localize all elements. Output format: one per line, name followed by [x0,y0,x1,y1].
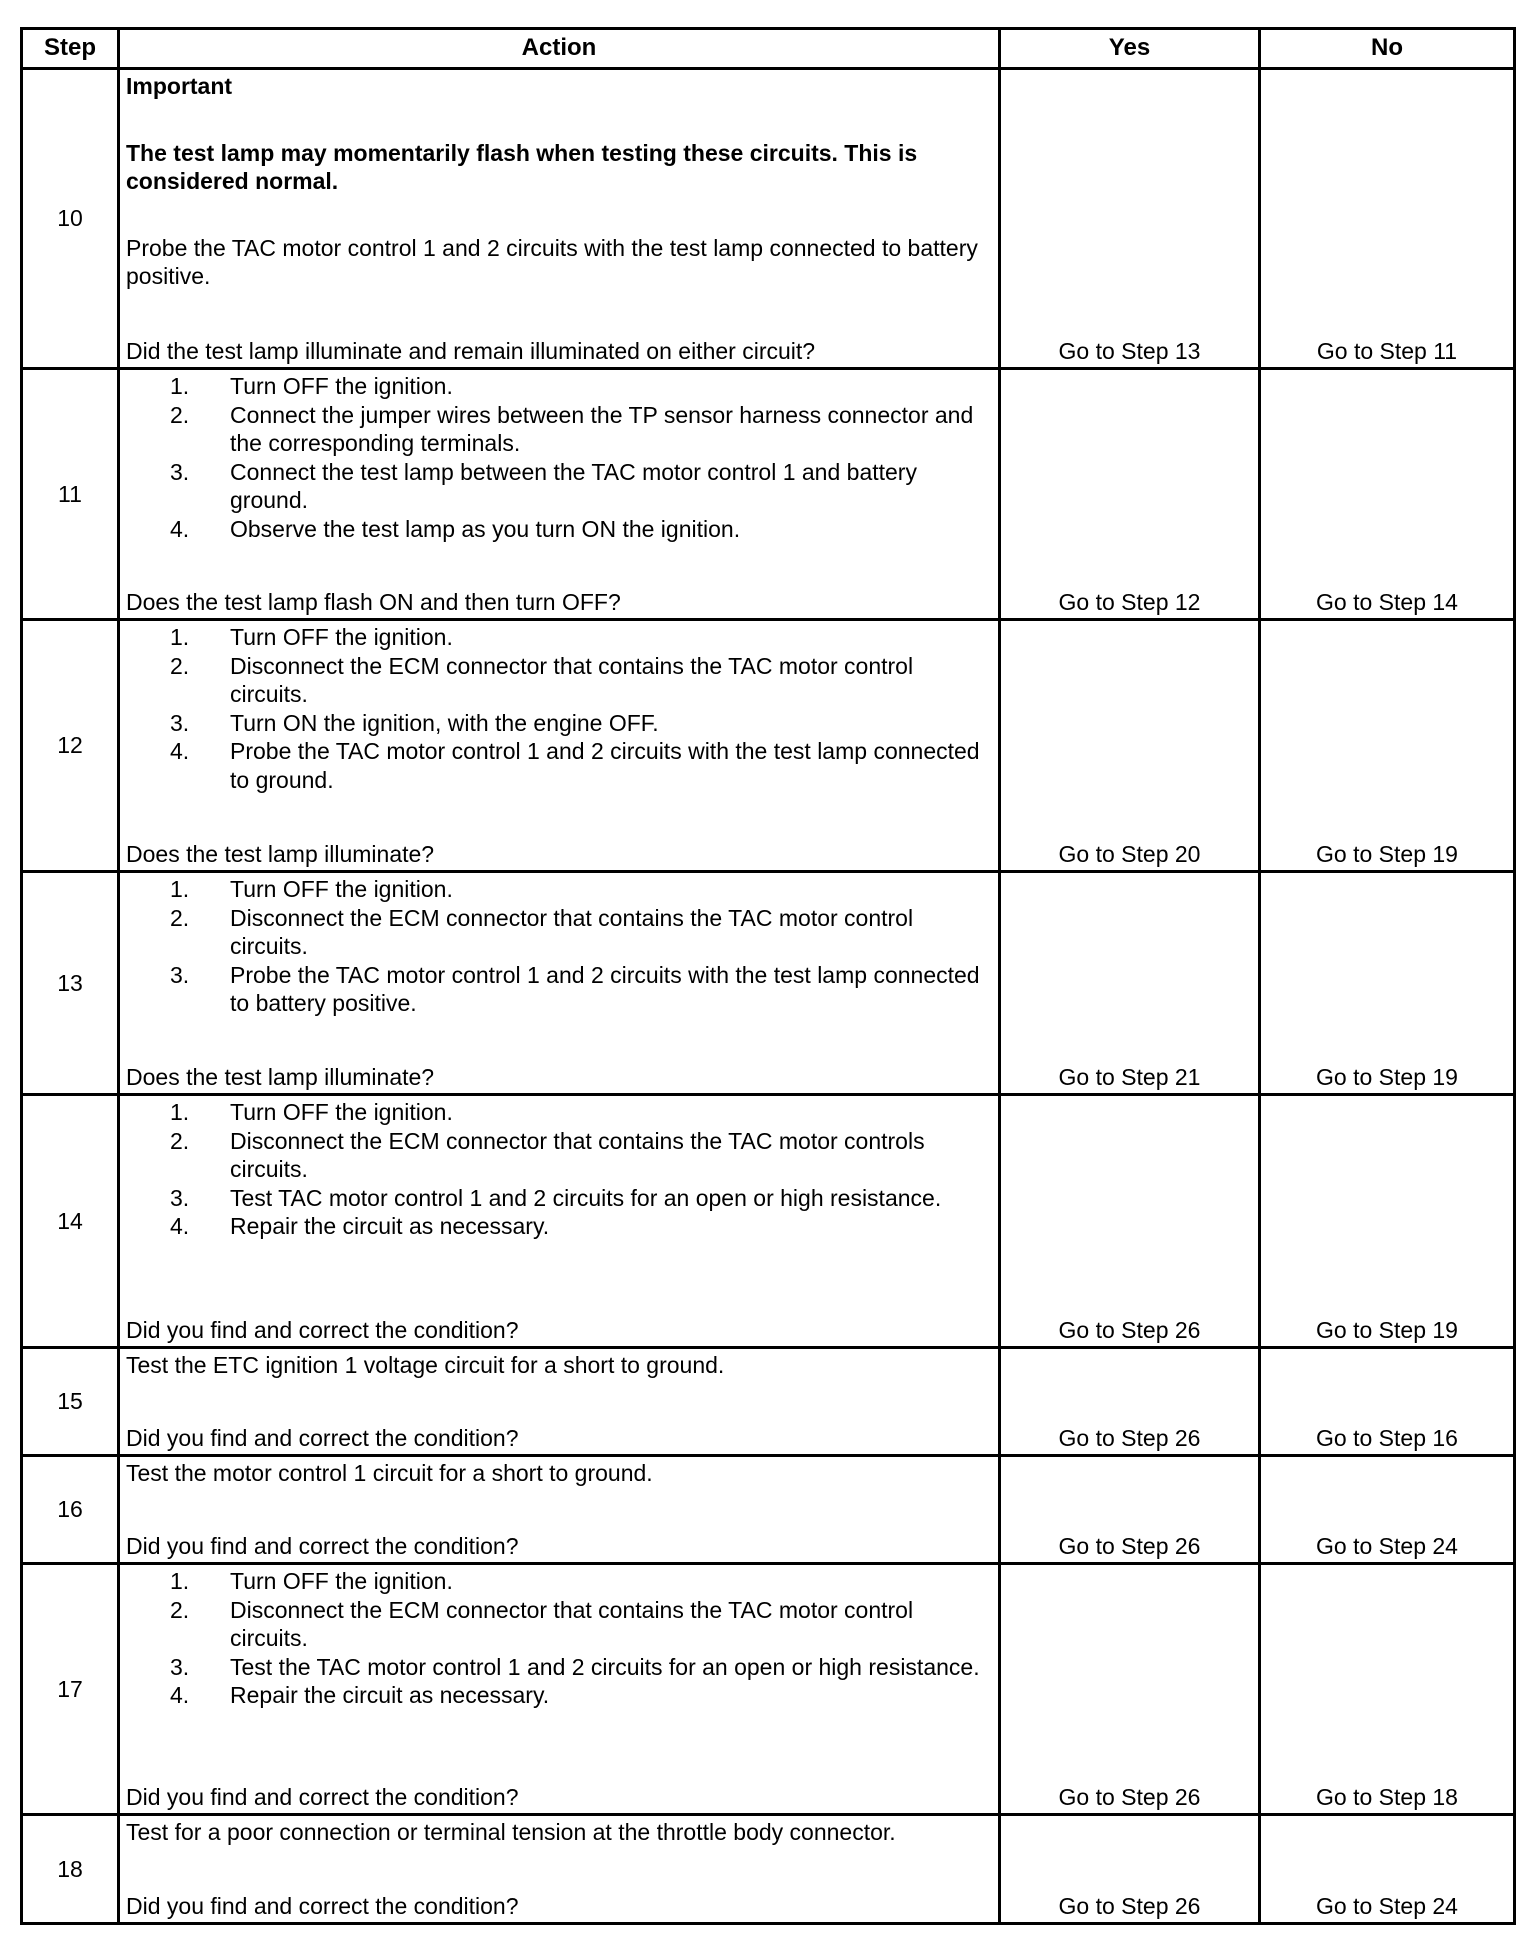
list-item-text: Turn OFF the ignition. [230,1099,453,1125]
action-instructions [126,1098,990,1241]
yes-result: Go to Step 21 [1001,873,1261,1096]
list-item-text: Repair the circuit as necessary. [230,1213,550,1239]
action-cell [120,1457,1001,1565]
action-cell [120,1096,1001,1349]
list-item-number: 3. [170,961,190,988]
action-question: Did you find and correct the condition? [126,1783,519,1810]
action-instructions [126,372,990,543]
no-result: Go to Step 11 [1261,70,1513,370]
list-item-text: Turn OFF the ignition. [230,1568,453,1594]
list-item-number: 4. [170,1682,190,1708]
list-item [126,1212,990,1241]
action-question: Did you find and correct the condition? [126,1892,519,1919]
action-text: Test for a poor connection or terminal tension at the throttle body connector. [126,1819,896,1845]
action-question: Does the test lamp flash ON and then turn OFF? [126,588,621,615]
list-item-number: 3. [170,709,190,736]
no-result: Go to Step 18 [1261,1565,1513,1816]
no-result: Go to Step 16 [1261,1349,1513,1457]
action-text: Test the ETC ignition 1 voltage circuit for a short to ground. [126,1352,725,1378]
list-item-text: Turn OFF the ignition. [230,373,453,399]
step-number: 17 [23,1565,120,1816]
list-item [126,372,990,401]
action-question: Did you find and correct the condition? [126,1532,519,1559]
list-item [126,1184,990,1213]
list-item [126,1127,990,1184]
important-note: The test lamp may momentarily flash when testing these circuits. This is considered normal. [126,139,918,194]
action-instructions [126,1567,990,1710]
yes-result: Go to Step 12 [1001,370,1261,621]
list-item-number: 1. [170,624,190,650]
list-item-text: Disconnect the ECM connector that contains the TAC motor controls circuits. [230,1127,925,1182]
list-item-number: 4. [170,515,190,542]
action-instructions [126,875,990,1018]
list-item [126,961,990,1018]
list-item [126,1596,990,1653]
action-instructions [126,623,990,794]
action-text: Probe the TAC motor control 1 and 2 circuits with the test lamp connected to battery positive. [126,234,978,289]
step-number: 12 [23,621,120,873]
step-number: 11 [23,370,120,621]
list-item-number: 3. [170,1653,190,1680]
list-item [126,515,990,544]
yes-result: Go to Step 20 [1001,621,1261,873]
action-cell [120,370,1001,621]
list-item-number: 4. [170,1213,190,1239]
action-instructions [126,72,990,291]
header-step: Step [23,30,120,70]
action-steps-list [126,623,990,794]
important-label: Important [126,73,233,99]
list-item-text: Disconnect the ECM connector that contains the TAC motor control circuits. [230,1596,914,1651]
action-cell [120,873,1001,1096]
diagnostic-table [20,27,1516,1925]
action-steps-list [126,1567,990,1710]
action-instructions [126,1351,990,1380]
action-instructions [126,1459,990,1488]
list-item-number: 3. [170,458,190,485]
list-item-text: Repair the circuit as necessary. [230,1682,550,1708]
yes-result: Go to Step 26 [1001,1816,1261,1922]
step-number: 10 [23,70,120,370]
yes-result: Go to Step 13 [1001,70,1261,370]
action-question: Did the test lamp illuminate and remain illuminated on either circuit? [126,337,816,364]
step-number: 14 [23,1096,120,1349]
action-steps-list [126,875,990,1018]
no-result: Go to Step 19 [1261,873,1513,1096]
list-item-number: 4. [170,738,190,764]
list-item-number: 3. [170,1184,190,1211]
no-result: Go to Step 19 [1261,621,1513,873]
list-item-text: Connect the test lamp between the TAC motor control 1 and battery ground. [230,458,917,513]
action-cell [120,1565,1001,1816]
list-item [126,875,990,904]
action-question: Did you find and correct the condition? [126,1424,519,1451]
list-item-number: 2. [170,1127,190,1154]
action-cell [120,1349,1001,1457]
list-item [126,1567,990,1596]
list-item-number: 2. [170,1596,190,1623]
header-no: No [1261,30,1513,70]
list-item [126,709,990,738]
list-item-text: Probe the TAC motor control 1 and 2 circuits with the test lamp connected to ground. [230,738,980,793]
step-number: 15 [23,1349,120,1457]
list-item [126,652,990,709]
list-item [126,737,990,794]
list-item-number: 1. [170,1568,190,1594]
list-item-text: Disconnect the ECM connector that contains the TAC motor control circuits. [230,904,914,959]
step-number: 18 [23,1816,120,1922]
list-item-number: 2. [170,652,190,679]
action-steps-list [126,372,990,543]
step-number: 16 [23,1457,120,1565]
list-item-number: 1. [170,876,190,902]
list-item-text: Turn ON the ignition, with the engine OFF. [230,709,659,736]
no-result: Go to Step 19 [1261,1096,1513,1349]
action-cell [120,621,1001,873]
list-item-text: Test the TAC motor control 1 and 2 circuits for an open or high resistance. [230,1653,980,1680]
action-question: Does the test lamp illuminate? [126,1063,435,1090]
action-steps-list [126,1098,990,1241]
list-item-text: Test TAC motor control 1 and 2 circuits for an open or high resistance. [230,1184,942,1211]
list-item [126,458,990,515]
list-item [126,904,990,961]
list-item-number: 1. [170,373,190,399]
no-result: Go to Step 24 [1261,1457,1513,1565]
list-item [126,1653,990,1682]
list-item-text: Turn OFF the ignition. [230,876,453,902]
no-result: Go to Step 24 [1316,1892,1458,1919]
step-number: 13 [23,873,120,1096]
list-item-number: 2. [170,401,190,428]
action-cell [120,1816,1001,1922]
list-item-text: Observe the test lamp as you turn ON the ignition. [230,515,741,542]
action-text: Test the motor control 1 circuit for a short to ground. [126,1460,653,1486]
yes-result: Go to Step 26 [1001,1349,1261,1457]
list-item [126,623,990,652]
list-item-text: Disconnect the ECM connector that contains the TAC motor control circuits. [230,652,914,707]
list-item [126,1098,990,1127]
list-item [126,1681,990,1710]
header-action: Action [120,30,1001,70]
action-cell [120,70,1001,370]
list-item-text: Connect the jumper wires between the TP sensor harness connector and the corresponding terminals. [230,401,974,456]
action-question: Did you find and correct the condition? [126,1316,519,1343]
action-question: Does the test lamp illuminate? [126,840,435,867]
list-item-number: 2. [170,904,190,931]
list-item-text: Turn OFF the ignition. [230,624,453,650]
list-item [126,401,990,458]
yes-result: Go to Step 26 [1001,1457,1261,1565]
header-yes: Yes [1001,30,1261,70]
yes-result: Go to Step 26 [1001,1565,1261,1816]
yes-result: Go to Step 26 [1001,1096,1261,1349]
action-instructions [126,1818,990,1847]
list-item-number: 1. [170,1099,190,1125]
list-item-text: Probe the TAC motor control 1 and 2 circuits with the test lamp connected to battery positive. [230,961,980,1016]
no-result: Go to Step 14 [1261,370,1513,621]
